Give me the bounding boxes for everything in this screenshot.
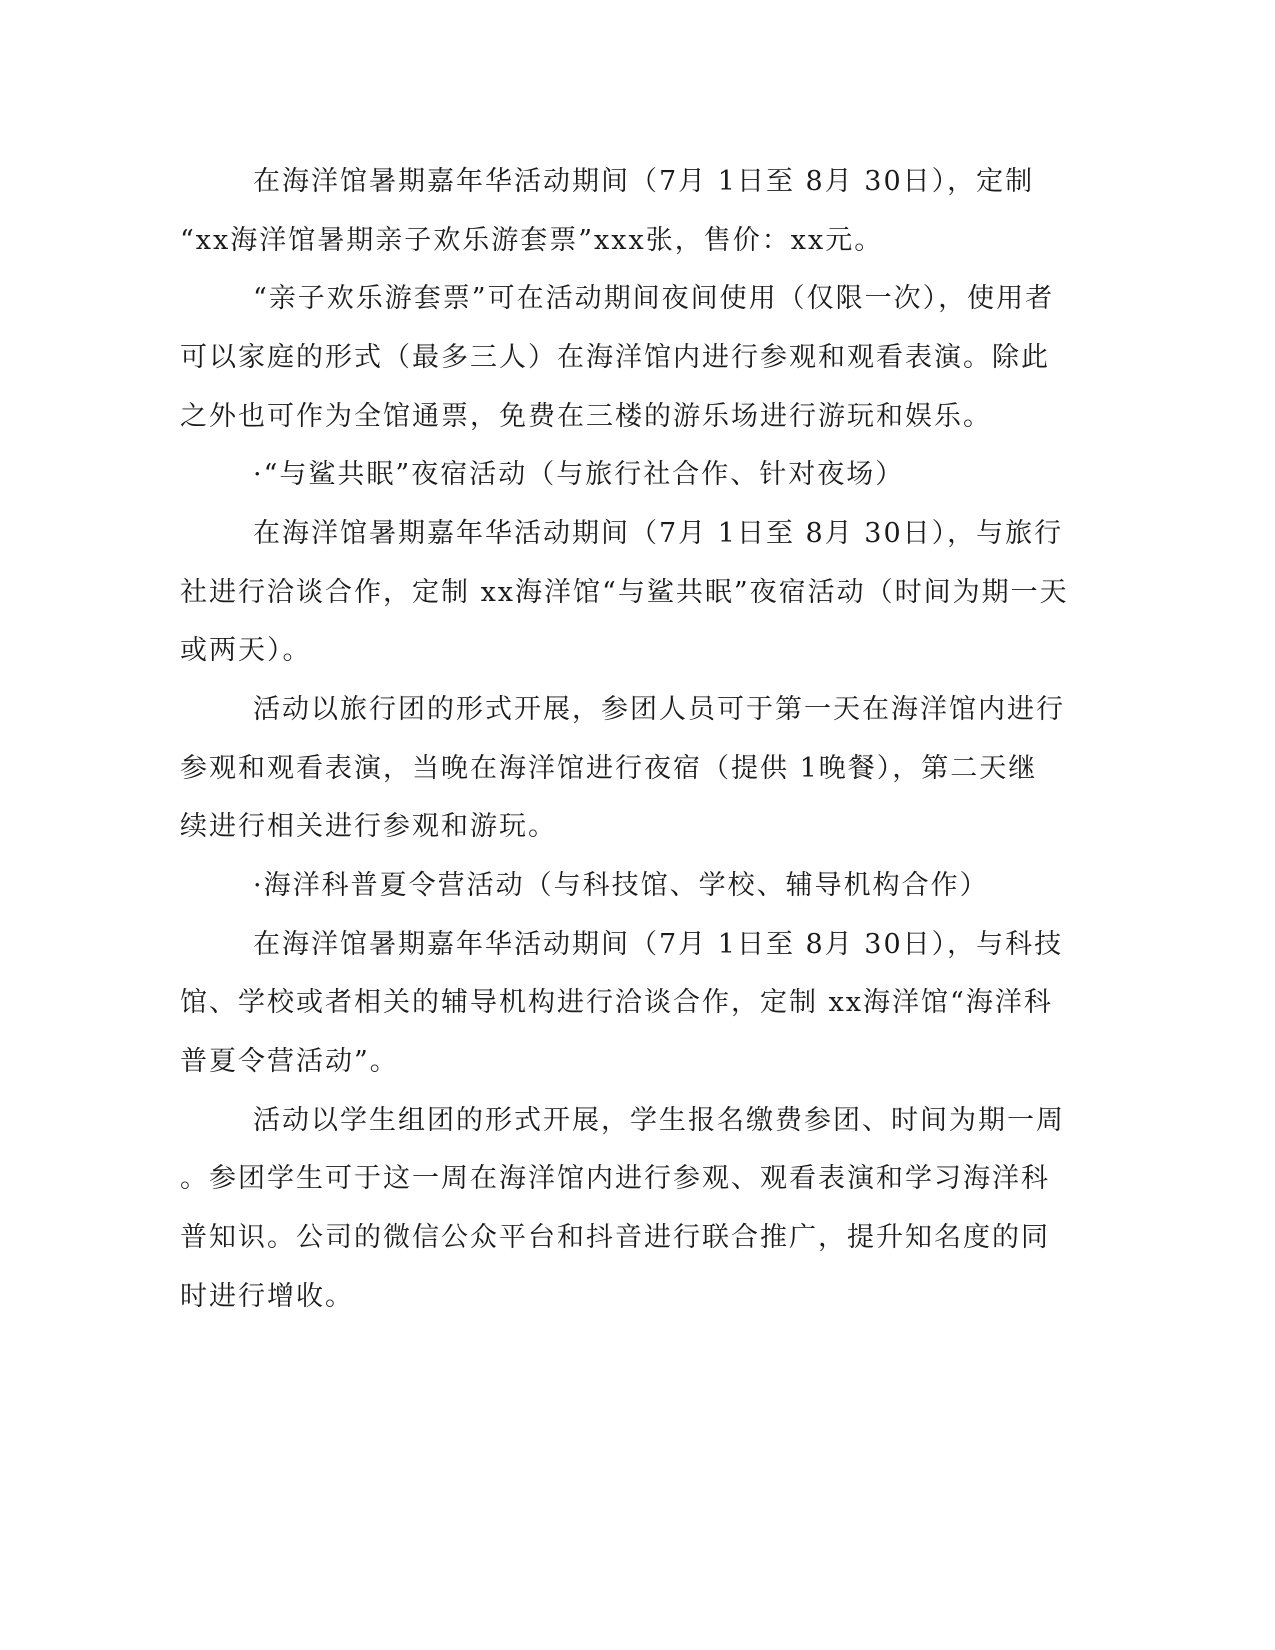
paragraph-3-line-2: 社进行洽谈合作，定制 xx海洋馆“与鲨共眠”夜宿活动（时间为期一天 [180,577,1069,608]
paragraph-2-line-3: 之外也可作为全馆通票，免费在三楼的游乐场进行游玩和娱乐。 [180,401,992,432]
paragraph-4-line-1: 活动以旅行团的形式开展，参团人员可于第一天在海洋馆内进行 [253,694,1065,725]
paragraph-1-line-1: 在海洋馆暑期嘉年华活动期间（7月 1日至 8月 30日），定制 [253,166,1035,197]
paragraph-2-line-2: 可以家庭的形式（最多三人）在海洋馆内进行参观和观看表演。除此 [180,342,1050,373]
section-heading-ocean-camp: ·海洋科普夏令营活动（与科技馆、学校、辅导机构合作） [253,870,989,901]
paragraph-4-line-3: 续进行相关进行参观和游玩。 [180,811,557,842]
paragraph-6-line-2: 。参团学生可于这一周在海洋馆内进行参观、观看表演和学习海洋科 [180,1163,1050,1194]
paragraph-4-line-2: 参观和观看表演，当晚在海洋馆进行夜宿（提供 1晚餐），第二天继 [180,753,1038,784]
paragraph-3-line-3: 或两天）。 [180,635,312,666]
paragraph-5-line-1: 在海洋馆暑期嘉年华活动期间（7月 1日至 8月 30日），与科技 [253,929,1064,960]
paragraph-5-line-2: 馆、学校或者相关的辅导机构进行洽谈合作，定制 xx海洋馆“海洋科 [180,987,1053,1018]
paragraph-6-line-4: 时进行增收。 [180,1281,354,1312]
paragraph-1-line-2: “xx海洋馆暑期亲子欢乐游套票”xxx张，售价：xx元。 [180,225,884,256]
section-heading-shark-sleepover: ·“与鲨共眠”夜宿活动（与旅行社合作、针对夜场） [253,459,905,490]
paragraph-3-line-1: 在海洋馆暑期嘉年华活动期间（7月 1日至 8月 30日），与旅行 [253,518,1064,549]
paragraph-6-line-3: 普知识。公司的微信公众平台和抖音进行联合推广，提升知名度的同 [180,1222,1050,1253]
paragraph-6-line-1: 活动以学生组团的形式开展，学生报名缴费参团、时间为期一周 [253,1105,1065,1136]
paragraph-5-line-3: 普夏令营活动”。 [180,1046,399,1077]
paragraph-2-line-1: “亲子欢乐游套票”可在活动期间夜间使用（仅限一次），使用者 [253,283,1055,314]
